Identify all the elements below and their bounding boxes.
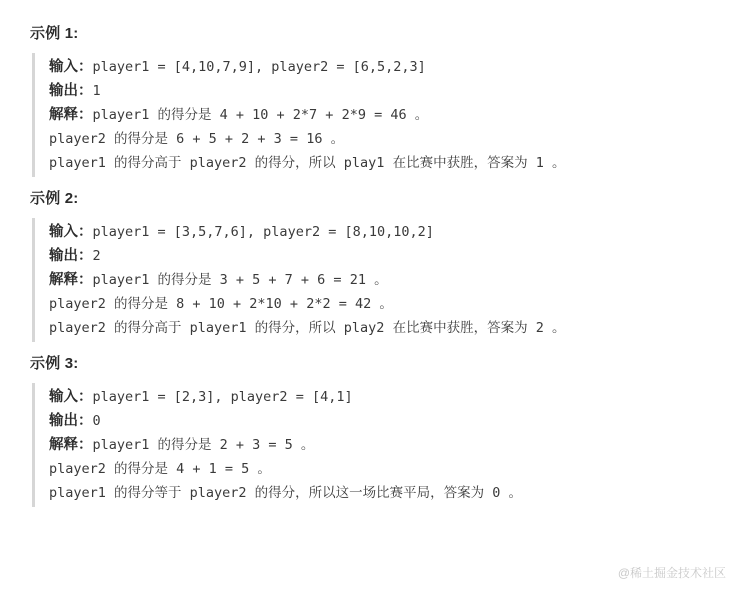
explanation-line xyxy=(49,268,724,292)
explanation-line xyxy=(49,316,724,340)
output-value: 2 xyxy=(92,248,101,264)
input-label: 输入： xyxy=(49,389,93,405)
explanation-text: player1 的得分是 4 + 10 + 2*7 + 2*9 = 46 。 xyxy=(92,107,429,123)
input-value: player1 = [4,10,7,9], player2 = [6,5,2,3] xyxy=(92,59,426,75)
input-label: 输入： xyxy=(49,224,93,240)
example-title: 示例 3: xyxy=(30,355,79,372)
input-line xyxy=(49,385,724,409)
example-title: 示例 2: xyxy=(30,190,79,207)
input-line xyxy=(49,220,724,244)
input-label: 输入： xyxy=(49,59,93,75)
example-block xyxy=(20,352,724,507)
explanation-text: player1 的得分高于 player2 的得分，所以 play1 在比赛中获胜，答案为 1 。 xyxy=(49,155,566,171)
example-block xyxy=(20,22,724,177)
example-content xyxy=(32,383,724,507)
output-label: 输出： xyxy=(49,83,93,99)
explanation-line xyxy=(49,481,724,505)
output-value: 0 xyxy=(92,413,101,429)
explanation-text: player1 的得分是 2 + 3 = 5 。 xyxy=(92,437,315,453)
output-line xyxy=(49,79,724,103)
output-label: 输出： xyxy=(49,248,93,264)
output-label: 输出： xyxy=(49,413,93,429)
example-block xyxy=(20,187,724,342)
output-line xyxy=(49,409,724,433)
input-value: player1 = [2,3], player2 = [4,1] xyxy=(92,389,353,405)
explanation-label: 解释： xyxy=(49,107,93,123)
explanation-text: player2 的得分是 8 + 10 + 2*10 + 2*2 = 42 。 xyxy=(49,296,393,312)
explanation-line xyxy=(49,103,724,127)
output-line xyxy=(49,244,724,268)
explanation-text: player1 的得分是 3 + 5 + 7 + 6 = 21 。 xyxy=(92,272,388,288)
explanation-line xyxy=(49,292,724,316)
output-value: 1 xyxy=(92,83,101,99)
watermark: @稀土掘金技术社区 xyxy=(617,566,726,580)
explanation-text: player2 的得分是 4 + 1 = 5 。 xyxy=(49,461,271,477)
explanation-text: player1 的得分等于 player2 的得分，所以这一场比赛平局，答案为 0 。 xyxy=(49,485,523,501)
explanation-line xyxy=(49,151,724,175)
input-line xyxy=(49,55,724,79)
explanation-line xyxy=(49,457,724,481)
explanation-label: 解释： xyxy=(49,272,93,288)
explanation-text: player2 的得分是 6 + 5 + 2 + 3 = 16 。 xyxy=(49,131,345,147)
input-value: player1 = [3,5,7,6], player2 = [8,10,10,2] xyxy=(92,224,434,240)
example-content xyxy=(32,53,724,177)
example-content xyxy=(32,218,724,342)
explanation-label: 解释： xyxy=(49,437,93,453)
explanation-text: player2 的得分高于 player1 的得分，所以 play2 在比赛中获胜，答案为 2 。 xyxy=(49,320,566,336)
example-title: 示例 1: xyxy=(30,25,79,42)
explanation-line xyxy=(49,127,724,151)
explanation-line xyxy=(49,433,724,457)
